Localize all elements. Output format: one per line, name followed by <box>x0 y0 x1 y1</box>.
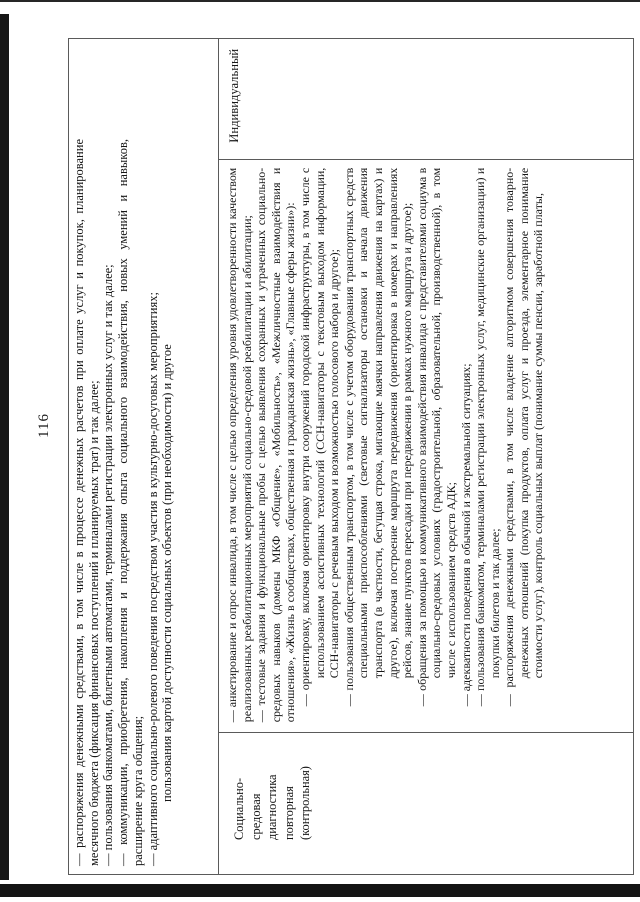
content-subitem: — адекватности поведения в обычной и экстремальной ситуациях; <box>458 363 473 707</box>
content-subitem: — ориентировку, включая ориентировку внутри сооружений городской инфраструктуры, в том числе с использованием ассистивных технологий (ССН-навигаторы с текстовым выходом информации, ССН-навигаторы с речевым выходом и возможностью голосового набора и другое); <box>297 167 342 707</box>
scan-edge-bottom <box>0 884 640 897</box>
rotated-page <box>30 38 634 875</box>
work-form-value: Индивидуальный <box>227 48 241 143</box>
continuation-item: — коммуникации, приобретения, накопления и поддержания опыта социального взаимодействия, новых умений и навыков, расширение круга общения; <box>116 139 145 866</box>
content-item: — тестовые задания и функциональные пробы с целью выявления сохранных и утраченных социально-средовых навыков (домены МКФ «Общение», «Мобильность», «Межличностные взаимодействия и отношения», «Жизнь в сообществах, общественная и гражданская жизнь», «Главные сферы жизни»): <box>254 167 298 723</box>
scan-edge-top <box>0 0 640 2</box>
service-name-cell <box>219 732 634 874</box>
rehabilitation-table <box>68 38 634 875</box>
work-form-cell <box>219 39 634 159</box>
content-item: — анкетирование и опрос инвалида, в том числе с целью определения уровня удовлетворенности качеством реализованных реабилитационных мероприятий социально-средовой реабилитации и абилитации; <box>225 167 254 723</box>
table-row-continuation <box>69 39 219 874</box>
content-subitem: — обращения за помощью и коммуникативного взаимодействия инвалида с представителями социума в социально-средовых условиях (градостроительной, образовательной, производственной), в том числе с использованием средств АДК; <box>414 167 458 707</box>
continuation-item: пользования картой доступности социальных объектов (при необходимости) и другое <box>160 344 175 802</box>
service-name: Социально-средовая диагностика повторная (контрольная) <box>232 766 312 840</box>
continuation-item: — адаптивного социально-ролевого поведения посредством участия в культурно-досуговых мероприятиях; <box>145 292 160 866</box>
scan-edge-left <box>0 14 9 880</box>
service-content-cell <box>219 159 634 733</box>
content-subitem: — пользования общественным транспортом, в том числе с учетом оборудования транспортных средств специальными приспособлениями (световые сигнализаторы остановки и начала движения транспорта (в частности, бегущая строка, мигающие маячки направления движения на картах) и другое), включая построение маршрута передвижения (ориентировка в номерах и направлениях рейсов, знание пунктов пересадки при передвижении в рамках нужного маршрута и другое); <box>341 167 415 707</box>
content-subitem: — пользования банкоматом, терминалами регистрации электронных услуг, медицинские организации) и покупки билетов и так далее; <box>473 167 502 707</box>
content-subitem: — распоряжения денежными средствами, в том числе владение алгоритмом совершения товарно-денежных отношений (покупка продуктов, оплата услуг и проезда, элементарное понимание стоимости услуг), контроль социальных выплат (понимание суммы пенсии, заработной платы, <box>502 167 546 707</box>
page-number-row <box>30 38 68 875</box>
continuation-item: — пользования банкоматами, билетными автоматами, терминалами регистрации электронных услуг и так далее; <box>101 264 116 866</box>
continuation-item: — распоряжения денежными средствами, в том числе в процессе денежных расчетов при оплате услуг и покупок, планирование месячного бюджета (фиксация финансовых поступлений и планируемых трат) и так далее; <box>72 139 101 866</box>
table-row <box>219 39 634 874</box>
page-number: 116 <box>36 413 52 438</box>
